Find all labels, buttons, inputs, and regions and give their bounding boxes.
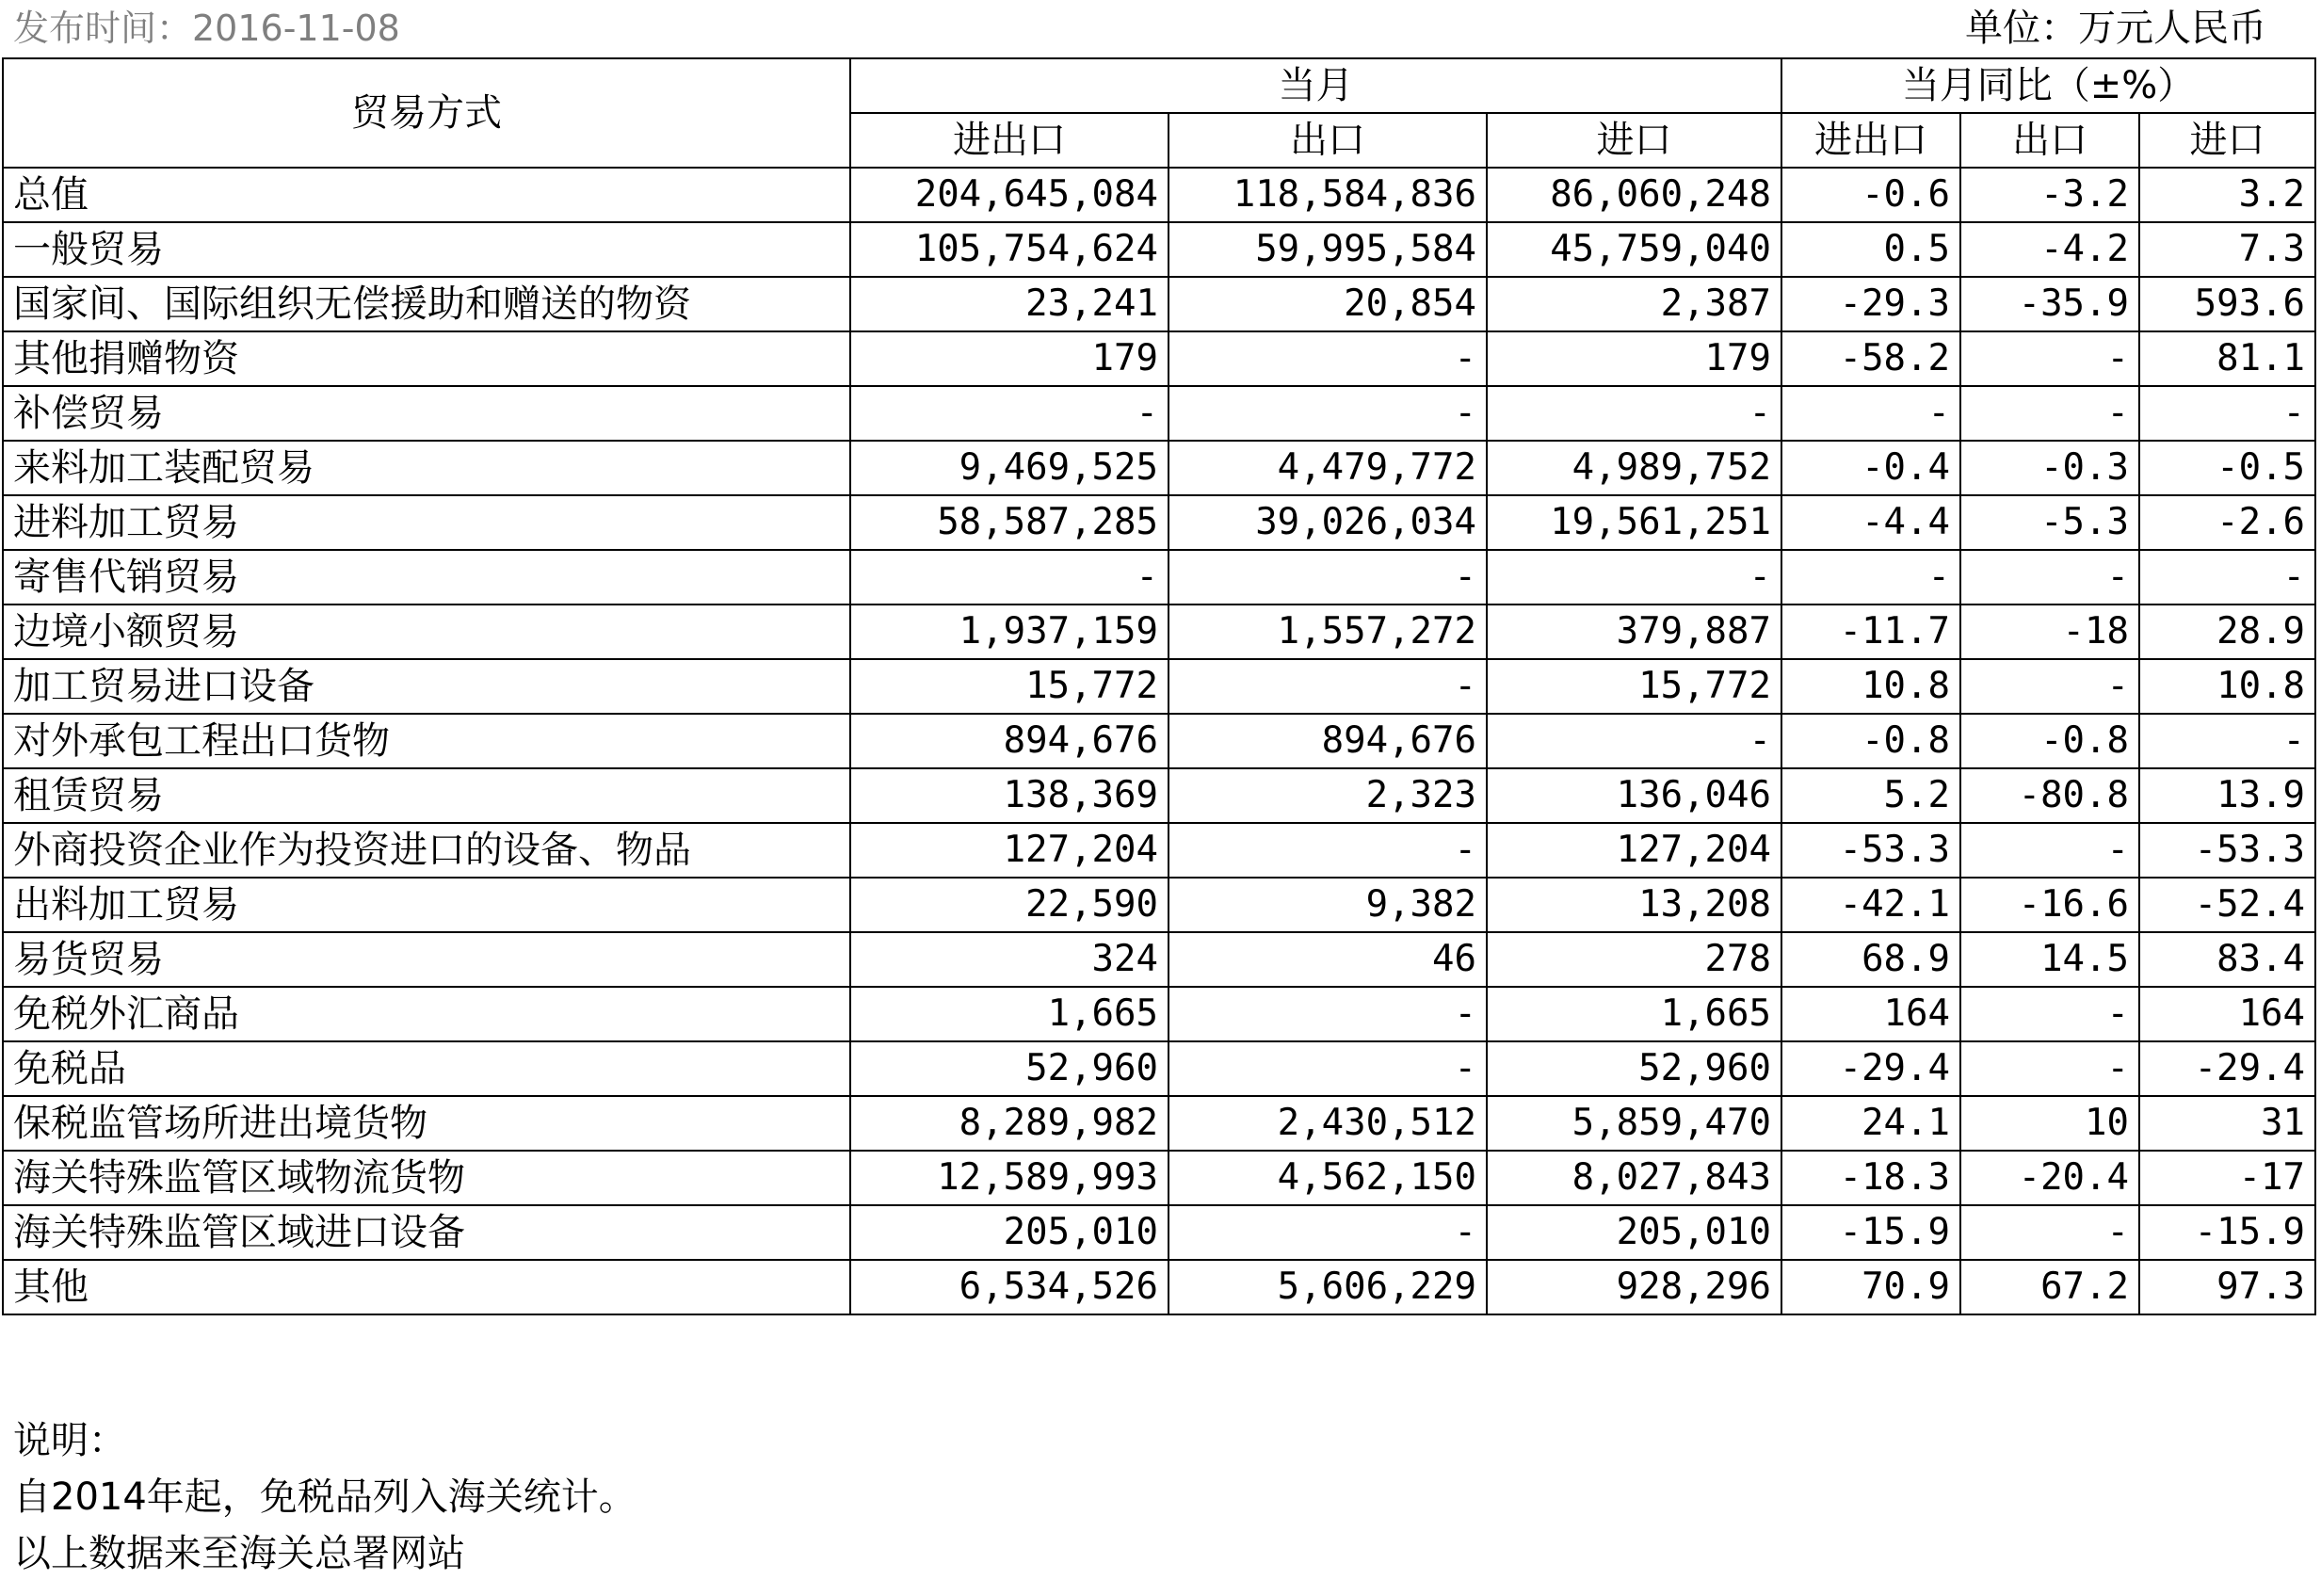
table-row: [3, 331, 2315, 386]
row-label: 一般贸易: [3, 222, 850, 277]
table-cell: 9,382: [1169, 878, 1487, 932]
table-cell: 4,989,752: [1487, 441, 1781, 495]
header-current-month: 当月: [850, 58, 1781, 113]
table-row: [3, 550, 2315, 605]
table-cell: 6,534,526: [850, 1260, 1169, 1314]
table-cell: -53.3: [2139, 823, 2315, 878]
table-row: [3, 1041, 2315, 1096]
table-cell: 28.9: [2139, 605, 2315, 659]
table-cell: -0.3: [1960, 441, 2139, 495]
table-cell: 3.2: [2139, 168, 2315, 222]
table-row: [3, 386, 2315, 441]
table-cell: -4.2: [1960, 222, 2139, 277]
table-row: [3, 605, 2315, 659]
table-cell: -15.9: [1781, 1205, 1960, 1260]
table-cell: 59,995,584: [1169, 222, 1487, 277]
table-cell: 4,562,150: [1169, 1151, 1487, 1205]
header-current-import: 进口: [1487, 113, 1781, 168]
table-cell: -: [1169, 659, 1487, 714]
row-label: 保税监管场所进出境货物: [3, 1096, 850, 1151]
table-cell: 0.5: [1781, 222, 1960, 277]
table-cell: -: [1487, 550, 1781, 605]
table-cell: 10: [1960, 1096, 2139, 1151]
row-label: 海关特殊监管区域进口设备: [3, 1205, 850, 1260]
table-row: [3, 987, 2315, 1041]
table-cell: 278: [1487, 932, 1781, 987]
table-cell: -: [1487, 386, 1781, 441]
table-cell: -: [1960, 659, 2139, 714]
table-cell: 14.5: [1960, 932, 2139, 987]
table-row: [3, 1260, 2315, 1314]
row-label: 总值: [3, 168, 850, 222]
table-cell: -15.9: [2139, 1205, 2315, 1260]
table-cell: 593.6: [2139, 277, 2315, 331]
table-cell: 19,561,251: [1487, 495, 1781, 550]
table-cell: 7.3: [2139, 222, 2315, 277]
row-label: 海关特殊监管区域物流货物: [3, 1151, 850, 1205]
table-cell: -0.4: [1781, 441, 1960, 495]
table-cell: 379,887: [1487, 605, 1781, 659]
table-row: [3, 441, 2315, 495]
table-cell: -: [850, 550, 1169, 605]
table-cell: 58,587,285: [850, 495, 1169, 550]
table-cell: 15,772: [850, 659, 1169, 714]
table-cell: 23,241: [850, 277, 1169, 331]
table-cell: 324: [850, 932, 1169, 987]
row-label: 来料加工装配贸易: [3, 441, 850, 495]
table-row: [3, 932, 2315, 987]
table-row: [3, 168, 2315, 222]
row-label: 出料加工贸易: [3, 878, 850, 932]
header-current-export: 出口: [1169, 113, 1487, 168]
table-row: [3, 1151, 2315, 1205]
table-cell: -29.3: [1781, 277, 1960, 331]
table-cell: -: [1169, 1205, 1487, 1260]
table-cell: -: [1960, 1205, 2139, 1260]
table-cell: -3.2: [1960, 168, 2139, 222]
header-current-total: 进出口: [850, 113, 1169, 168]
publish-date: 发布时间：2016-11-08: [13, 8, 400, 49]
table-cell: -17: [2139, 1151, 2315, 1205]
table-cell: 205,010: [850, 1205, 1169, 1260]
table-cell: 45,759,040: [1487, 222, 1781, 277]
table-cell: -18.3: [1781, 1151, 1960, 1205]
table-cell: 8,289,982: [850, 1096, 1169, 1151]
notes-line-1: 自2014年起，免税品列入海关统计。: [13, 1475, 637, 1519]
table-row: [3, 222, 2315, 277]
table-cell: 205,010: [1487, 1205, 1781, 1260]
table-cell: -4.4: [1781, 495, 1960, 550]
table-body: [3, 168, 2315, 1314]
table-cell: 164: [1781, 987, 1960, 1041]
table-cell: 928,296: [1487, 1260, 1781, 1314]
table-row: [3, 495, 2315, 550]
table-cell: 127,204: [1487, 823, 1781, 878]
table-cell: -: [1960, 331, 2139, 386]
table-cell: 1,937,159: [850, 605, 1169, 659]
table-cell: -: [1960, 386, 2139, 441]
header-yoy-export: 出口: [1960, 113, 2139, 168]
table-row: [3, 714, 2315, 768]
table-cell: 10.8: [2139, 659, 2315, 714]
row-label: 进料加工贸易: [3, 495, 850, 550]
table-cell: -5.3: [1960, 495, 2139, 550]
table-cell: -: [1960, 550, 2139, 605]
notes-line-2: 以上数据来至海关总署网站: [13, 1532, 465, 1575]
table-cell: -0.8: [1781, 714, 1960, 768]
notes-section: [13, 1412, 637, 1582]
row-label: 租赁贸易: [3, 768, 850, 823]
row-label: 免税外汇商品: [3, 987, 850, 1041]
table-row: [3, 1205, 2315, 1260]
table-cell: -: [1169, 1041, 1487, 1096]
table-cell: 204,645,084: [850, 168, 1169, 222]
header-row-groups: [3, 58, 2315, 113]
table-cell: -0.8: [1960, 714, 2139, 768]
header-yoy-import: 进口: [2139, 113, 2315, 168]
table-cell: -: [1487, 714, 1781, 768]
table-cell: -: [2139, 386, 2315, 441]
table-cell: -: [1169, 386, 1487, 441]
table-cell: 105,754,624: [850, 222, 1169, 277]
table-cell: 68.9: [1781, 932, 1960, 987]
row-label: 其他捐赠物资: [3, 331, 850, 386]
header-yoy-total: 进出口: [1781, 113, 1960, 168]
table-cell: 52,960: [1487, 1041, 1781, 1096]
table-cell: 2,430,512: [1169, 1096, 1487, 1151]
table-cell: -18: [1960, 605, 2139, 659]
unit-label: 单位：万元人民币: [1965, 7, 2266, 50]
table-cell: 164: [2139, 987, 2315, 1041]
row-label: 寄售代销贸易: [3, 550, 850, 605]
row-label: 补偿贸易: [3, 386, 850, 441]
table-cell: 1,557,272: [1169, 605, 1487, 659]
row-label: 加工贸易进口设备: [3, 659, 850, 714]
table-cell: 8,027,843: [1487, 1151, 1781, 1205]
table-cell: -29.4: [2139, 1041, 2315, 1096]
table-cell: 138,369: [850, 768, 1169, 823]
table-cell: 52,960: [850, 1041, 1169, 1096]
table-cell: 4,479,772: [1169, 441, 1487, 495]
table-cell: 136,046: [1487, 768, 1781, 823]
table-cell: -11.7: [1781, 605, 1960, 659]
table-cell: 24.1: [1781, 1096, 1960, 1151]
table-cell: 31: [2139, 1096, 2315, 1151]
table-cell: 2,387: [1487, 277, 1781, 331]
row-label: 免税品: [3, 1041, 850, 1096]
table-cell: 86,060,248: [1487, 168, 1781, 222]
header-yoy: 当月同比（±%）: [1781, 58, 2315, 113]
table-cell: 894,676: [1169, 714, 1487, 768]
table-cell: 1,665: [1487, 987, 1781, 1041]
trade-statistics-table: [2, 57, 2316, 1315]
table-cell: -: [1169, 823, 1487, 878]
table-cell: -: [1960, 823, 2139, 878]
table-row: [3, 659, 2315, 714]
table-cell: 15,772: [1487, 659, 1781, 714]
table-cell: 81.1: [2139, 331, 2315, 386]
table-cell: 67.2: [1960, 1260, 2139, 1314]
table-row: [3, 878, 2315, 932]
row-label: 易货贸易: [3, 932, 850, 987]
table-cell: -20.4: [1960, 1151, 2139, 1205]
table-cell: -: [2139, 550, 2315, 605]
table-cell: -: [1960, 1041, 2139, 1096]
table-cell: 127,204: [850, 823, 1169, 878]
table-cell: -: [2139, 714, 2315, 768]
table-row: [3, 277, 2315, 331]
header-trade-mode: 贸易方式: [3, 58, 850, 168]
row-label: 国家间、国际组织无偿援助和赠送的物资: [3, 277, 850, 331]
table-cell: -: [850, 386, 1169, 441]
table-cell: 20,854: [1169, 277, 1487, 331]
table-cell: 5.2: [1781, 768, 1960, 823]
table-row: [3, 1096, 2315, 1151]
table-cell: -0.5: [2139, 441, 2315, 495]
row-label: 外商投资企业作为投资进口的设备、物品: [3, 823, 850, 878]
table-cell: 2,323: [1169, 768, 1487, 823]
table-cell: -80.8: [1960, 768, 2139, 823]
table-cell: 1,665: [850, 987, 1169, 1041]
table-cell: 97.3: [2139, 1260, 2315, 1314]
row-label: 边境小额贸易: [3, 605, 850, 659]
table-cell: 83.4: [2139, 932, 2315, 987]
table-cell: -29.4: [1781, 1041, 1960, 1096]
table-cell: 12,589,993: [850, 1151, 1169, 1205]
table-cell: -42.1: [1781, 878, 1960, 932]
table-cell: -53.3: [1781, 823, 1960, 878]
table-cell: 46: [1169, 932, 1487, 987]
table-cell: -35.9: [1960, 277, 2139, 331]
table-cell: 39,026,034: [1169, 495, 1487, 550]
notes-title: 说明：: [13, 1419, 126, 1462]
table-cell: -58.2: [1781, 331, 1960, 386]
table-row: [3, 823, 2315, 878]
table-cell: 118,584,836: [1169, 168, 1487, 222]
table-cell: 894,676: [850, 714, 1169, 768]
table-cell: 10.8: [1781, 659, 1960, 714]
table-cell: 179: [850, 331, 1169, 386]
table-cell: 13.9: [2139, 768, 2315, 823]
table-cell: -2.6: [2139, 495, 2315, 550]
table-cell: -16.6: [1960, 878, 2139, 932]
table-row: [3, 768, 2315, 823]
table-cell: 9,469,525: [850, 441, 1169, 495]
page-header: [0, 0, 2321, 55]
table-cell: -: [1781, 386, 1960, 441]
table-cell: 13,208: [1487, 878, 1781, 932]
table-cell: -: [1781, 550, 1960, 605]
table-cell: -: [1169, 550, 1487, 605]
table-cell: -: [1960, 987, 2139, 1041]
table-cell: 5,606,229: [1169, 1260, 1487, 1314]
table-cell: -52.4: [2139, 878, 2315, 932]
table-cell: 179: [1487, 331, 1781, 386]
row-label: 对外承包工程出口货物: [3, 714, 850, 768]
table-cell: -: [1169, 331, 1487, 386]
table-cell: 22,590: [850, 878, 1169, 932]
row-label: 其他: [3, 1260, 850, 1314]
table-cell: 70.9: [1781, 1260, 1960, 1314]
table-cell: -0.6: [1781, 168, 1960, 222]
table-cell: -: [1169, 987, 1487, 1041]
table-cell: 5,859,470: [1487, 1096, 1781, 1151]
